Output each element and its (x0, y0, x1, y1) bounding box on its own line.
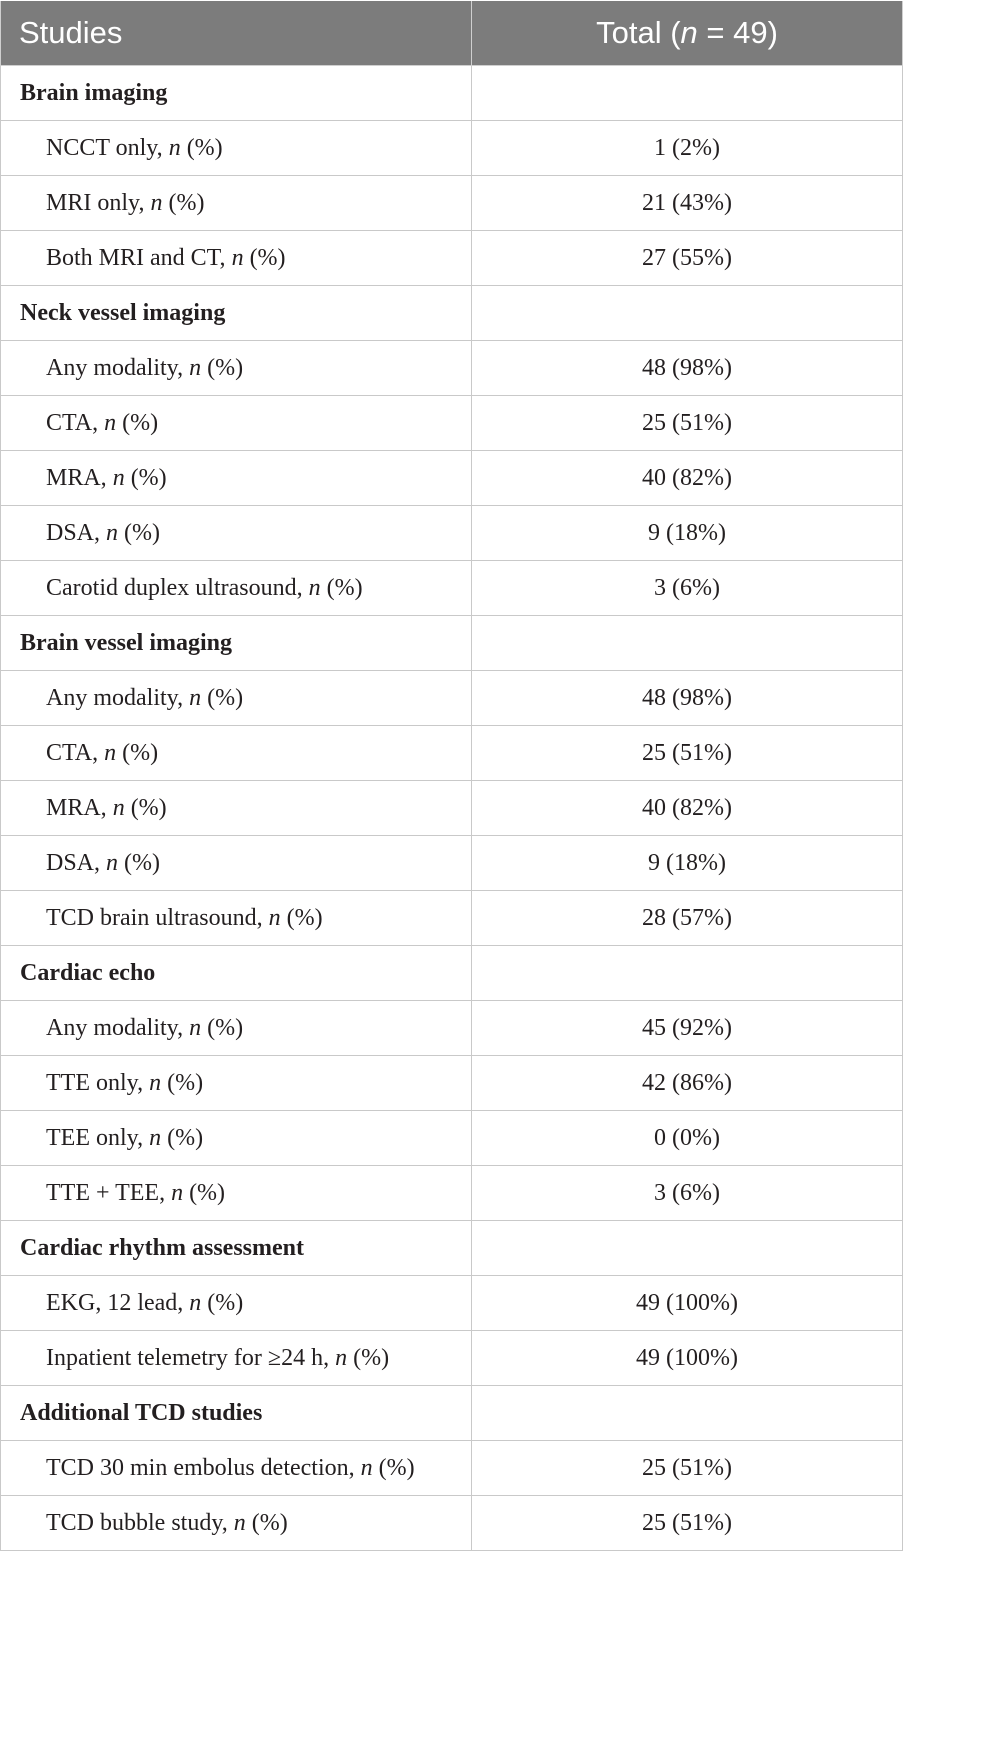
row-label-n: n (231, 244, 244, 271)
row-value: 48 (98%) (472, 671, 903, 726)
row-label-text: Any modality, (46, 354, 190, 381)
row-label-n: n (233, 1509, 246, 1536)
table-row (1, 561, 903, 616)
row-label-n: n (308, 574, 321, 601)
row-label-n: n (268, 904, 281, 931)
row-label-text: CTA, (46, 409, 105, 436)
table-row (1, 781, 903, 836)
row-label-pct: (%) (201, 1289, 244, 1316)
row-label-n: n (168, 134, 181, 161)
row-label-pct: (%) (201, 1014, 244, 1041)
section-row (1, 1221, 903, 1276)
row-label-text: TTE only, (46, 1069, 150, 1096)
table-row (1, 396, 903, 451)
table-row (1, 451, 903, 506)
row-label (1, 781, 472, 836)
row-label-text: DSA, (46, 849, 107, 876)
row-label-n: n (106, 849, 119, 876)
row-label (1, 451, 472, 506)
header-total-prefix: Total ( (596, 15, 681, 50)
row-label (1, 561, 472, 616)
row-label (1, 836, 472, 891)
table-body (1, 66, 903, 1551)
row-label (1, 1276, 472, 1331)
row-label-pct: (%) (124, 794, 167, 821)
header-row (1, 1, 903, 66)
row-label-text: CTA, (46, 739, 105, 766)
row-label-text: DSA, (46, 519, 107, 546)
table-row (1, 121, 903, 176)
row-label (1, 726, 472, 781)
row-value: 0 (0%) (472, 1111, 903, 1166)
table-row (1, 1001, 903, 1056)
row-value: 9 (18%) (472, 836, 903, 891)
row-label-pct: (%) (118, 849, 160, 876)
table-row (1, 231, 903, 286)
header-total (472, 1, 903, 66)
header-total-n: n (680, 15, 698, 50)
row-value: 3 (6%) (472, 1166, 903, 1221)
header-total-suffix: = 49) (697, 15, 778, 50)
row-value: 40 (82%) (472, 451, 903, 506)
table-row (1, 1056, 903, 1111)
table-row (1, 176, 903, 231)
row-value: 45 (92%) (472, 1001, 903, 1056)
section-row (1, 1386, 903, 1441)
row-label (1, 176, 472, 231)
row-label-n: n (112, 464, 125, 491)
row-label-text: TTE + TEE, (46, 1179, 172, 1206)
section-title: Brain vessel imaging (1, 616, 472, 671)
row-label-n: n (112, 794, 125, 821)
row-label (1, 1331, 472, 1386)
row-label-n: n (360, 1454, 373, 1481)
row-value: 25 (51%) (472, 726, 903, 781)
table-row (1, 1111, 903, 1166)
section-empty-cell (472, 1386, 903, 1441)
row-value: 48 (98%) (472, 341, 903, 396)
row-label (1, 1496, 472, 1551)
row-label-text: MRA, (46, 794, 113, 821)
row-value: 28 (57%) (472, 891, 903, 946)
row-label-pct: (%) (162, 189, 205, 216)
row-label-pct: (%) (245, 1509, 288, 1536)
row-label-text: TCD 30 min embolus detection, (46, 1454, 361, 1481)
table-row (1, 891, 903, 946)
row-label-n: n (149, 1069, 162, 1096)
row-label (1, 396, 472, 451)
table-row (1, 726, 903, 781)
table-header (1, 1, 903, 66)
row-value: 42 (86%) (472, 1056, 903, 1111)
row-label-text: Any modality, (46, 684, 190, 711)
section-title: Cardiac echo (1, 946, 472, 1001)
table-row (1, 1276, 903, 1331)
section-row (1, 616, 903, 671)
section-empty-cell (472, 1221, 903, 1276)
row-label-pct: (%) (161, 1069, 204, 1096)
studies-table-container (0, 1, 902, 1551)
row-label (1, 1056, 472, 1111)
row-label (1, 1001, 472, 1056)
row-label-pct: (%) (124, 464, 167, 491)
row-label-pct: (%) (161, 1124, 204, 1151)
section-title: Cardiac rhythm assessment (1, 1221, 472, 1276)
table-row (1, 506, 903, 561)
table-row (1, 836, 903, 891)
row-label-pct: (%) (280, 904, 323, 931)
section-row (1, 286, 903, 341)
row-label-pct: (%) (116, 739, 159, 766)
row-label-n: n (189, 1289, 202, 1316)
row-label (1, 1441, 472, 1496)
row-value: 25 (51%) (472, 1496, 903, 1551)
row-label (1, 891, 472, 946)
section-empty-cell (472, 946, 903, 1001)
row-label-n: n (104, 409, 117, 436)
row-label-text: TCD bubble study, (46, 1509, 234, 1536)
table-row (1, 1166, 903, 1221)
row-value: 9 (18%) (472, 506, 903, 561)
row-label (1, 1111, 472, 1166)
row-label-text: Carotid duplex ultrasound, (46, 574, 309, 601)
row-label-pct: (%) (118, 519, 160, 546)
row-label-n: n (189, 684, 202, 711)
row-label-text: TEE only, (46, 1124, 150, 1151)
row-value: 3 (6%) (472, 561, 903, 616)
table-row (1, 1441, 903, 1496)
row-value: 25 (51%) (472, 1441, 903, 1496)
row-label-pct: (%) (347, 1344, 390, 1371)
row-label-pct: (%) (320, 574, 363, 601)
table-row (1, 1496, 903, 1551)
row-label-pct: (%) (116, 409, 159, 436)
row-label-text: Both MRI and CT, (46, 244, 232, 271)
row-label-n: n (189, 1014, 202, 1041)
section-empty-cell (472, 286, 903, 341)
row-label-pct: (%) (180, 134, 223, 161)
row-label (1, 671, 472, 726)
table-row (1, 671, 903, 726)
row-label-pct: (%) (201, 354, 244, 381)
row-label-pct: (%) (372, 1454, 415, 1481)
row-label (1, 1166, 472, 1221)
row-label-n: n (104, 739, 117, 766)
row-value: 1 (2%) (472, 121, 903, 176)
row-value: 21 (43%) (472, 176, 903, 231)
row-label-text: TCD brain ultrasound, (46, 904, 269, 931)
row-label-n: n (171, 1179, 184, 1206)
row-label-n: n (189, 354, 202, 381)
row-value: 27 (55%) (472, 231, 903, 286)
row-label (1, 231, 472, 286)
row-label-pct: (%) (243, 244, 286, 271)
row-label (1, 506, 472, 561)
header-studies: Studies (1, 1, 472, 66)
row-label-text: MRA, (46, 464, 113, 491)
row-label-n: n (335, 1344, 348, 1371)
row-label (1, 121, 472, 176)
row-label-text: Any modality, (46, 1014, 190, 1041)
row-label-n: n (106, 519, 119, 546)
row-value: 25 (51%) (472, 396, 903, 451)
section-title: Additional TCD studies (1, 1386, 472, 1441)
section-row (1, 66, 903, 121)
studies-table (0, 1, 903, 1551)
section-row (1, 946, 903, 1001)
row-value: 40 (82%) (472, 781, 903, 836)
row-label-text: Inpatient telemetry for ≥24 h, (46, 1344, 336, 1371)
table-row (1, 341, 903, 396)
row-label-text: NCCT only, (46, 134, 169, 161)
row-value: 49 (100%) (472, 1331, 903, 1386)
row-label-text: MRI only, (46, 189, 151, 216)
row-label-pct: (%) (201, 684, 244, 711)
section-empty-cell (472, 616, 903, 671)
row-label-n: n (150, 189, 163, 216)
row-label-n: n (149, 1124, 162, 1151)
row-value: 49 (100%) (472, 1276, 903, 1331)
section-empty-cell (472, 66, 903, 121)
row-label-text: EKG, 12 lead, (46, 1289, 190, 1316)
row-label-pct: (%) (183, 1179, 226, 1206)
section-title: Neck vessel imaging (1, 286, 472, 341)
row-label (1, 341, 472, 396)
section-title: Brain imaging (1, 66, 472, 121)
table-row (1, 1331, 903, 1386)
